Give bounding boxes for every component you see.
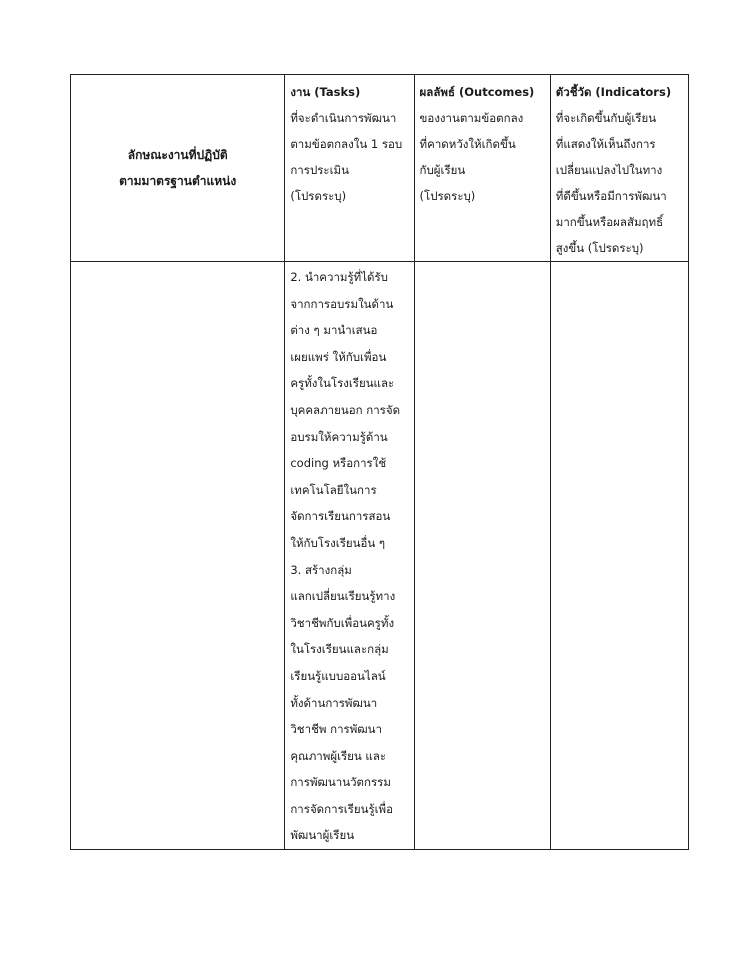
task-line: เทคโนโลยีในการ (290, 482, 377, 497)
task-line: บุคคลภายนอก การจัด (290, 402, 401, 417)
position-header-line: ลักษณะงานที่ปฏิบัติ (127, 148, 228, 162)
task-line: 3. สร้างกลุ่ม (290, 562, 352, 577)
task-line: 2. นำความรู้ที่ได้รับ (290, 270, 388, 284)
outcomes-header-cell (414, 75, 550, 262)
indicators-header-line: ที่จะเกิดขึ้นกับผู้เรียน (555, 111, 657, 125)
position-header-cell (71, 75, 285, 262)
task-line: อบรมให้ความรู้ด้าน (290, 429, 388, 444)
outcomes-header-title: ผลลัพธ์ (Outcomes) (419, 85, 535, 99)
task-line: พัฒนาผู้เรียน (290, 828, 355, 843)
indicators-header-title: ตัวชี้วัด (Indicators) (555, 85, 672, 99)
task-line: ทั้งด้านการพัฒนา (290, 695, 378, 710)
indicators-header-line: ที่ดีขึ้นหรือมีการพัฒนา (555, 189, 667, 203)
outcomes-body-cell (414, 262, 550, 850)
task-line: coding หรือการใช้ (290, 456, 387, 471)
task-line: แลกเปลี่ยนเรียนรู้ทาง (290, 589, 396, 604)
indicators-header-line: สูงขึ้น (โปรดระบุ) (555, 241, 644, 255)
tasks-header-title: งาน (Tasks) (290, 85, 361, 99)
table-body-row (71, 262, 689, 850)
task-line: จัดการเรียนการสอน (290, 509, 391, 524)
agreement-table (70, 74, 689, 850)
task-line: วิชาชีพกับเพื่อนครูทั้ง (290, 615, 395, 630)
tasks-header-cell (285, 75, 414, 262)
task-line: ให้กับโรงเรียนอื่น ๆ (290, 535, 386, 550)
outcomes-header-line: (โปรดระบุ) (419, 189, 476, 203)
outcomes-header-line: กับผู้เรียน (419, 163, 466, 177)
tasks-header-line: การประเมิน (290, 163, 349, 177)
tasks-header (285, 75, 413, 209)
outcomes-header (415, 75, 550, 209)
task-line: เรียนรู้แบบออนไลน์ (290, 668, 386, 683)
table-header-row (71, 75, 689, 262)
indicators-body-cell (550, 262, 688, 850)
indicators-header-line: มากขึ้นหรือผลสัมฤทธิ์ (555, 215, 664, 229)
task-line: การจัดการเรียนรู้เพื่อ (290, 801, 394, 816)
indicators-header-line: เปลี่ยนแปลงไปในทาง (555, 163, 663, 177)
outcomes-header-line: ที่คาดหวังให้เกิดขึ้น (419, 137, 516, 151)
tasks-body-cell (285, 262, 414, 850)
task-line: เผยแพร่ ให้กับเพื่อน (290, 349, 387, 364)
task-line: ต่าง ๆ มานำเสนอ (290, 323, 378, 338)
tasks-header-line: ตามข้อตกลงใน 1 รอบ (290, 137, 403, 151)
outcomes-header-line: ของงานตามข้อตกลง (419, 111, 524, 125)
position-header (71, 142, 284, 194)
position-body-cell (71, 262, 285, 850)
tasks-header-line: ที่จะดำเนินการพัฒนา (290, 111, 397, 125)
indicators-header-cell (550, 75, 688, 262)
task-line: ในโรงเรียนและกลุ่ม (290, 642, 389, 657)
tasks-header-line: (โปรดระบุ) (290, 189, 347, 203)
task-line: การพัฒนานวัตกรรม (290, 775, 391, 790)
tasks-body-text (285, 262, 413, 849)
task-line: วิชาชีพ การพัฒนา (290, 722, 382, 737)
task-line: ครูทั้งในโรงเรียนและ (290, 376, 395, 391)
task-line: คุณภาพผู้เรียน และ (290, 748, 387, 763)
task-line: จากการอบรมในด้าน (290, 296, 394, 311)
position-header-line: ตามมาตรฐานตำแหน่ง (119, 174, 237, 188)
indicators-header (551, 75, 688, 261)
indicators-header-line: ที่แสดงให้เห็นถึงการ (555, 137, 656, 151)
